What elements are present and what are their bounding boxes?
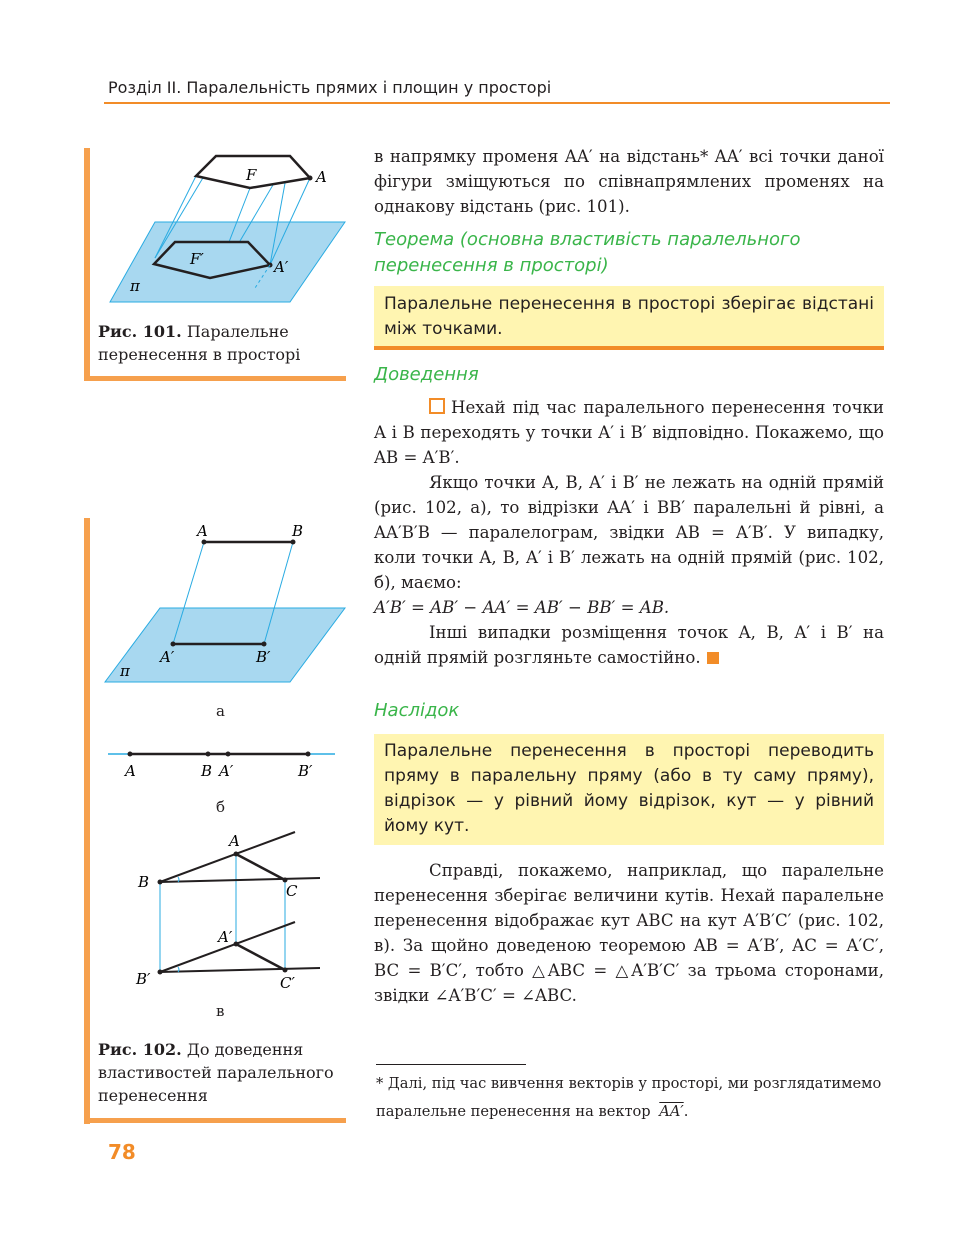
proof-paragraph-1: Нехай під час паралельного перенесення точки A і B переходять у точки A′ і B′ відповідно. Покажемо, що AB = A′B′.: [374, 398, 884, 467]
theorem-heading: Теорема (основна властивість паралельного перенесення в просторі): [374, 229, 801, 276]
intro-paragraph: в напрямку променя AA′ на відстань* AA′ всі точки даної фігури зміщуються по співнапрямлених променях на однакову відстань (рис. 101).: [374, 147, 884, 216]
fig102c-label-B-prime: B′: [136, 970, 151, 988]
proof-body: [374, 395, 884, 670]
corollary-heading: Наслідок: [374, 700, 460, 721]
final-paragraph: Справді, покажемо, наприклад, що паралельне перенесення зберігає величини кутів. Нехай паралельне перенесення відображає кут ABC на кут A′B′C′ (рис. 102, в). За щойно доведеною теоремою AB = A′B′, AC = A′C′, BC = B′C′, тобто △ABC = △A′B′C′ за трьома сторонами, звідки ∠A′B′C′ = ∠ABC.: [374, 861, 884, 1005]
theorem-text: Паралельне перенесення в просторі зберігає відстані між точками.: [384, 294, 874, 339]
fig102a-label-B: B: [292, 522, 304, 540]
proof-end-square-icon: [707, 652, 719, 664]
fig102b-label-A-prime: A′: [219, 762, 234, 780]
fig102c-label-C: C: [286, 882, 298, 900]
fig102a-label-pi: π: [120, 662, 130, 680]
footnote-rule: [376, 1064, 526, 1065]
fig101-side-bar: [84, 148, 90, 380]
fig102b-sublabel: б: [216, 798, 226, 816]
fig101-caption: [98, 320, 338, 366]
fig101-label-pi: π: [130, 277, 140, 295]
proof-heading: Доведення: [374, 364, 479, 385]
fig101-label-A: A: [316, 168, 327, 186]
fig102-caption: [98, 1038, 344, 1107]
proof-paragraph-3: Інші випадки розміщення точок A, B, A′ і B′ на одній прямій розгляньте самостійно.: [374, 623, 884, 667]
fig102c-label-B: B: [138, 873, 150, 891]
page-number: 78: [108, 1140, 136, 1164]
fig102a-label-A-prime: A′: [160, 648, 175, 666]
header-rule: [104, 102, 890, 104]
fig101-caption-number: Рис. 101.: [98, 322, 182, 341]
footnote-text: * Далі, під час вивчення векторів у просторі, ми розглядатимемо паралельне перенесення на вектор: [376, 1075, 882, 1120]
fig102b-label-B: B: [201, 762, 213, 780]
fig102c-label-A-prime: A′: [218, 928, 233, 946]
fig101-caption-text: Паралельне перенесення в просторі: [98, 322, 301, 364]
fig101-bottom-bar: [84, 376, 346, 381]
fig101-point-A: [308, 176, 313, 181]
fig102-bottom-bar: [84, 1118, 346, 1123]
footnote-vector: AA′: [659, 1103, 684, 1120]
corollary-text: Паралельне перенесення в просторі переводить пряму в паралельну пряму (або в ту саму пряму), відрізок — у рівний йому відрізок, кут — у рівний йому кут.: [384, 741, 874, 836]
fig101-label-F: F: [246, 166, 257, 184]
fig102c-label-A: A: [229, 832, 240, 850]
fig102-side-bar: [84, 518, 90, 1124]
footnote: [376, 1070, 888, 1126]
fig102b-label-A: A: [125, 762, 136, 780]
fig101-label-A-prime: A′: [274, 258, 289, 276]
fig102-caption-text: До доведення властивостей паралельного перенесення: [98, 1040, 334, 1105]
fig102c-diagram: [100, 826, 350, 996]
proof-formula: A′B′ = AB′ − AA′ = AB′ − BB′ = AB.: [374, 598, 670, 617]
fig102a-diagram: [100, 520, 350, 700]
fig102a-label-B-prime: B′: [256, 648, 271, 666]
fig102b-diagram: [100, 740, 350, 785]
proof-paragraph-2: Якщо точки A, B, A′ і B′ не лежать на одній прямій (рис. 102, а), то відрізки AA′ і BB′ паралельні й рівні, а AA′B′B — паралелограм, звідки AB = A′B′. У випадку, коли точки A, B, A′ і B′ лежать на одній прямій (рис. 102, б), маємо:: [374, 473, 884, 592]
corollary-box: [374, 734, 884, 845]
fig101-diagram: [100, 148, 350, 308]
fig102c-label-C-prime: C′: [280, 974, 295, 992]
fig102a-label-A: A: [197, 522, 208, 540]
theorem-box: [374, 286, 884, 350]
fig102-caption-number: Рис. 102.: [98, 1040, 182, 1059]
running-header: Розділ ІІ. Паралельність прямих і площин у просторі: [108, 78, 552, 97]
fig102c-sublabel: в: [216, 1002, 225, 1020]
fig101-label-F-prime: F′: [190, 250, 204, 268]
fig102a-sublabel: а: [216, 702, 225, 720]
fig102b-label-B-prime: B′: [298, 762, 313, 780]
footnote-end: .: [683, 1103, 689, 1120]
proof-start-square-icon: [429, 398, 445, 414]
